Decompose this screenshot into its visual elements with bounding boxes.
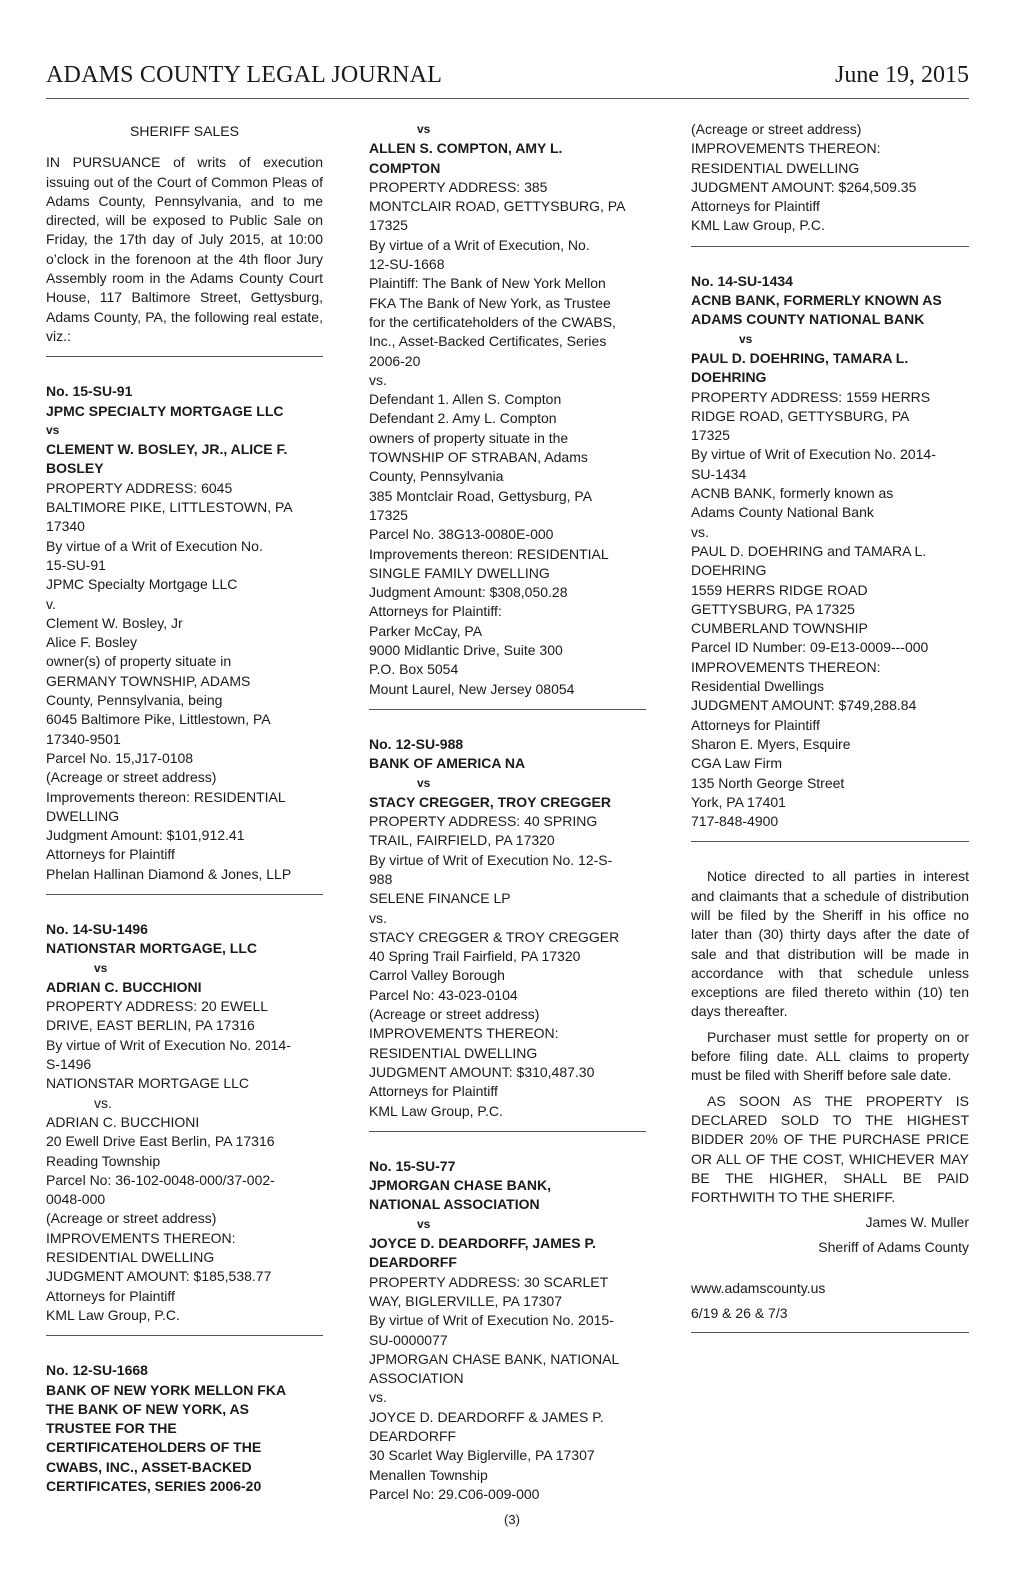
text-line: for the certificateholders of the CWABS,: [369, 313, 616, 330]
text-line: 717-848-4900: [691, 813, 779, 830]
plaintiff-name: ADAMS COUNTY NATIONAL BANK: [691, 311, 925, 328]
text-line: 1559 HERRS RIDGE ROAD: [691, 581, 868, 598]
text-line: STACY CREGGER & TROY CREGGER: [369, 928, 620, 945]
case-number: No. 12-SU-1668: [46, 1362, 148, 1379]
text-line: Improvements thereon: RESIDENTIAL: [369, 545, 609, 562]
section-heading: SHERIFF SALES: [130, 123, 239, 139]
text-line: 135 North George Street: [691, 774, 845, 791]
text-line: SELENE FINANCE LP: [369, 890, 511, 907]
text-line: JUDGMENT AMOUNT: $749,288.84: [691, 697, 917, 714]
column-3: [691, 120, 969, 1358]
text-line: 2006-20: [369, 352, 421, 369]
text-line: DOEHRING: [691, 562, 767, 579]
text-line: Attorneys for Plaintiff: [46, 1287, 175, 1304]
defendant-name: DEARDORFF: [369, 1254, 457, 1271]
text-line: County, Pennsylvania: [369, 468, 504, 485]
text-line: ACNB BANK, formerly known as: [691, 485, 894, 502]
text-line: DRIVE, EAST BERLIN, PA 17316: [46, 1017, 255, 1034]
text-line: CUMBERLAND TOWNSHIP: [691, 620, 868, 637]
plaintiff-name: THE BANK OF NEW YORK, AS: [46, 1400, 250, 1417]
text-line: DEARDORFF: [369, 1428, 457, 1444]
text-line: 385 Montclair Road, Gettysburg, PA: [369, 487, 593, 504]
text-line: Mount Laurel, New Jersey 08054: [369, 680, 575, 697]
text-line: owner(s) of property situate in: [46, 653, 232, 670]
text-line: Defendant 1. Allen S. Compton: [369, 391, 562, 408]
text-line: vs.: [369, 909, 387, 926]
divider: [46, 356, 323, 357]
vs-label: vs: [417, 775, 431, 790]
text-line: (Acreage or street address): [46, 1210, 217, 1227]
case-15-su-77: [369, 1157, 646, 1504]
notice-paragraph: AS SOON AS THE PROPERTY IS DECLARED SOLD TO THE HIGHEST BIDDER 20% OF THE PURCHASE PRICE OR ALL OF THE COST, WHICHEVER MAY BE THE HIGHER, SHALL BE PAID FORTHWITH TO THE SHERIFF.: [691, 1092, 969, 1206]
text-line: BALTIMORE PIKE, LITTLESTOWN, PA: [46, 499, 293, 516]
text-line: SU-0000077: [369, 1331, 448, 1348]
case-number: No. 12-SU-988: [369, 735, 464, 752]
case-14-su-1434: [691, 272, 969, 832]
text-line: IMPROVEMENTS THEREON:: [46, 1229, 236, 1246]
text-line: TOWNSHIP OF STRABAN, Adams: [369, 449, 588, 466]
divider: [691, 1332, 969, 1333]
text-line: Parcel No. 15,J17-0108: [46, 749, 194, 766]
defendant-name: BOSLEY: [46, 460, 104, 477]
plaintiff-name: NATIONSTAR MORTGAGE, LLC: [46, 940, 258, 957]
text-line: York, PA 17401: [691, 793, 786, 810]
text-line: 17340: [46, 518, 85, 535]
plaintiff-name: CWABS, INC., ASSET-BACKED: [46, 1458, 252, 1475]
text-line: 17325: [369, 217, 408, 234]
publication-dates: 6/19 & 26 & 7/3: [691, 1305, 788, 1322]
case-number: No. 15-SU-91: [46, 383, 133, 400]
text-line: Alice F. Bosley: [46, 634, 138, 651]
text-line: JOYCE D. DEARDORFF & JAMES P.: [369, 1408, 604, 1425]
text-line: Attorneys for Plaintiff: [46, 846, 175, 863]
notice-paragraph: Purchaser must settle for property on or before filing date. ALL claims to property must be filed with Sheriff before sale date.: [691, 1028, 969, 1084]
defendant-name: ADRIAN C. BUCCHIONI: [46, 978, 202, 995]
text-line: CGA Law Firm: [691, 755, 783, 772]
text-line: Residential Dwellings: [691, 678, 825, 695]
defendant-name: PAUL D. DOEHRING, TAMARA L.: [691, 349, 909, 366]
vs-label: vs: [417, 122, 431, 136]
text-line: PROPERTY ADDRESS: 385: [369, 178, 548, 195]
text-line: 17340-9501: [46, 730, 121, 747]
defendant-name: STACY CREGGER, TROY CREGGER: [369, 793, 611, 810]
text-line: By virtue of Writ of Execution No. 2015-: [369, 1312, 614, 1329]
notice-paragraph: Notice directed to all parties in interest and claimants that a schedule of distribution will be filed by the Sheriff in his office no later than (30) thirty days after the date of sale and that distribution will be made in accordance with that schedule unless exceptions are filed thereto within (10) ten days thereafter.: [691, 868, 969, 1020]
signer-title: Sheriff of Adams County: [818, 1238, 969, 1255]
text-line: Parcel ID Number: 09-E13-0009---000: [691, 639, 929, 656]
text-line: By virtue of a Writ of Execution, No.: [369, 236, 590, 253]
defendant-name: ALLEN S. COMPTON, AMY L.: [369, 140, 563, 157]
vs-label: vs: [94, 960, 108, 975]
text-line: By virtue of Writ of Execution No. 2014-: [691, 446, 936, 463]
text-line: KML Law Group, P.C.: [369, 1102, 503, 1119]
text-line: 15-SU-91: [46, 556, 106, 573]
text-line: SINGLE FAMILY DWELLING: [369, 564, 550, 581]
text-line: Reading Township: [46, 1152, 161, 1169]
text-line: SU-1434: [691, 465, 747, 482]
text-line: 9000 Midlantic Drive, Suite 300: [369, 642, 563, 659]
text-line: PAUL D. DOEHRING and TAMARA L.: [691, 542, 927, 559]
column-1: [46, 120, 323, 1496]
divider: [369, 1131, 646, 1132]
defendant-name: JOYCE D. DEARDORFF, JAMES P.: [369, 1235, 596, 1252]
text-line: Parcel No: 29.C06-009-000: [369, 1485, 540, 1502]
text-line: County, Pennsylvania, being: [46, 692, 223, 709]
defendant-name: DOEHRING: [691, 369, 767, 386]
divider: [691, 841, 969, 842]
vs-label: vs: [417, 1216, 431, 1231]
text-line: ASSOCIATION: [369, 1370, 464, 1387]
page-header: [46, 58, 969, 99]
case-12-su-988: [369, 735, 646, 1121]
text-line: By virtue of Writ of Execution No. 2014-: [46, 1036, 291, 1053]
plaintiff-name: NATIONAL ASSOCIATION: [369, 1196, 540, 1213]
text-line: Attorneys for Plaintiff:: [369, 603, 502, 620]
text-line: KML Law Group, P.C.: [46, 1306, 180, 1323]
text-line: vs.: [369, 1389, 387, 1406]
text-line: Inc., Asset-Backed Certificates, Series: [369, 333, 607, 350]
vs-label: vs: [739, 331, 753, 346]
website-link[interactable]: www.adamscounty.us: [691, 1280, 826, 1297]
text-line: By virtue of Writ of Execution No. 12-S-: [369, 851, 613, 868]
text-line: vs.: [94, 1094, 112, 1111]
text-line: Attorneys for Plaintiff: [691, 198, 820, 215]
plaintiff-name: JPMC SPECIALTY MORTGAGE LLC: [46, 402, 284, 419]
text-line: vs.: [691, 523, 709, 540]
plaintiff-name: CERTIFICATES, SERIES 2006-20: [46, 1478, 262, 1494]
plaintiff-name: JPMORGAN CHASE BANK,: [369, 1177, 552, 1194]
text-line: JPMORGAN CHASE BANK, NATIONAL: [369, 1350, 620, 1367]
text-line: KML Law Group, P.C.: [691, 217, 825, 234]
text-line: Attorneys for Plaintiff: [691, 716, 820, 733]
text-line: JUDGMENT AMOUNT: $264,509.35: [691, 178, 917, 195]
case-number: No. 15-SU-77: [369, 1157, 456, 1174]
text-line: 17325: [369, 506, 408, 523]
text-line: JPMC Specialty Mortgage LLC: [46, 576, 238, 593]
text-line: Judgment Amount: $308,050.28: [369, 584, 568, 601]
text-line: RIDGE ROAD, GETTYSBURG, PA: [691, 407, 910, 424]
text-line: WAY, BIGLERVILLE, PA 17307: [369, 1292, 563, 1309]
text-line: Adams County National Bank: [691, 504, 874, 521]
intro-paragraph: IN PURSUANCE of writs of execution issuing out of the Court of Common Pleas of Adams County, Pennsylvania, and to me directed, will be exposed to Public Sale on Friday, the 17th day of July 2015, at 10:00 o’clock in the forenoon at the 4th floor Jury Assembly room in the Adams County Court House, 117 Baltimore Street, Gettysburg, Adams County, PA, the following real estate, viz.:: [46, 154, 323, 344]
text-line: (Acreage or street address): [369, 1006, 540, 1023]
case-15-su-91: [46, 382, 323, 884]
plaintiff-name: BANK OF AMERICA NA: [369, 755, 526, 772]
text-line: TRAIL, FAIRFIELD, PA 17320: [369, 832, 555, 849]
text-line: JUDGMENT AMOUNT: $185,538.77: [46, 1268, 272, 1285]
text-line: PROPERTY ADDRESS: 40 SPRING: [369, 813, 598, 830]
vs-label: vs: [46, 422, 60, 437]
text-line: PROPERTY ADDRESS: 1559 HERRS: [691, 388, 931, 405]
text-line: NATIONSTAR MORTGAGE LLC: [46, 1075, 250, 1092]
text-line: Defendant 2. Amy L. Compton: [369, 410, 557, 427]
text-line: RESIDENTIAL DWELLING: [369, 1044, 538, 1061]
text-line: 20 Ewell Drive East Berlin, PA 17316: [46, 1133, 275, 1150]
text-line: 17325: [691, 427, 730, 444]
text-line: MONTCLAIR ROAD, GETTYSBURG, PA: [369, 198, 626, 215]
text-line: 12-SU-1668: [369, 256, 445, 273]
text-line: (Acreage or street address): [691, 121, 862, 137]
text-line: Phelan Hallinan Diamond & Jones, LLP: [46, 865, 292, 882]
text-line: Parker McCay, PA: [369, 622, 483, 639]
text-line: PROPERTY ADDRESS: 6045: [46, 479, 233, 496]
text-line: By virtue of a Writ of Execution No.: [46, 537, 263, 554]
text-line: 6045 Baltimore Pike, Littlestown, PA: [46, 711, 271, 728]
case-14-su-1496: [46, 920, 323, 1325]
text-line: 0048-000: [46, 1191, 106, 1208]
text-line: PROPERTY ADDRESS: 20 EWELL: [46, 998, 269, 1015]
case-15-su-77-continued: [691, 120, 969, 236]
text-line: RESIDENTIAL DWELLING: [46, 1249, 215, 1266]
text-line: Menallen Township: [369, 1466, 488, 1483]
text-line: IMPROVEMENTS THEREON:: [691, 658, 881, 675]
text-line: 30 Scarlet Way Biglerville, PA 17307: [369, 1447, 595, 1464]
text-line: (Acreage or street address): [46, 769, 217, 786]
text-line: v.: [46, 595, 56, 612]
text-line: FKA The Bank of New York, as Trustee: [369, 294, 611, 311]
defendant-name: CLEMENT W. BOSLEY, JR., ALICE F.: [46, 441, 288, 458]
signer-name: James W. Muller: [865, 1214, 969, 1231]
text-line: owners of property situate in the: [369, 429, 569, 446]
plaintiff-name: ACNB BANK, FORMERLY KNOWN AS: [691, 292, 942, 309]
plaintiff-name: CERTIFICATEHOLDERS OF THE: [46, 1439, 262, 1456]
text-line: Plaintiff: The Bank of New York Mellon: [369, 275, 606, 292]
text-line: Improvements thereon: RESIDENTIAL: [46, 788, 286, 805]
text-line: Carrol Valley Borough: [369, 967, 505, 984]
case-12-su-1668: [46, 1361, 323, 1496]
defendant-name: COMPTON: [369, 159, 441, 176]
text-line: Parcel No. 38G13-0080E-000: [369, 526, 554, 543]
case-number: No. 14-SU-1434: [691, 272, 793, 289]
divider: [691, 246, 969, 247]
text-line: Sharon E. Myers, Esquire: [691, 735, 851, 752]
text-line: ADRIAN C. BUCCHIONI: [46, 1113, 200, 1130]
page-number: (3): [504, 1512, 520, 1527]
text-line: Judgment Amount: $101,912.41: [46, 827, 245, 844]
divider: [46, 1335, 323, 1336]
text-line: Attorneys for Plaintiff: [369, 1083, 498, 1100]
text-line: GETTYSBURG, PA 17325: [691, 600, 855, 617]
text-line: DWELLING: [46, 807, 120, 824]
text-line: GERMANY TOWNSHIP, ADAMS: [46, 672, 251, 689]
issue-date: June 19, 2015: [835, 62, 969, 88]
text-line: Parcel No: 36-102-0048-000/37-002-: [46, 1171, 275, 1188]
text-line: JUDGMENT AMOUNT: $310,487.30: [369, 1063, 595, 1080]
text-line: Clement W. Bosley, Jr: [46, 614, 183, 631]
case-number: No. 14-SU-1496: [46, 920, 148, 937]
case-12-su-1668-continued: [369, 120, 646, 699]
divider: [46, 894, 323, 895]
text-line: IMPROVEMENTS THEREON:: [691, 140, 881, 157]
column-2: [369, 120, 646, 1504]
text-line: 40 Spring Trail Fairfield, PA 17320: [369, 948, 581, 965]
text-line: P.O. Box 5054: [369, 661, 459, 678]
text-line: PROPERTY ADDRESS: 30 SCARLET: [369, 1273, 609, 1290]
plaintiff-name: TRUSTEE FOR THE: [46, 1420, 177, 1437]
journal-title: ADAMS COUNTY LEGAL JOURNAL: [46, 62, 443, 88]
text-line: Parcel No: 43-023-0104: [369, 986, 518, 1003]
text-line: RESIDENTIAL DWELLING: [691, 159, 860, 176]
text-line: 988: [369, 870, 393, 887]
text-line: S-1496: [46, 1056, 92, 1073]
text-line: vs.: [369, 371, 387, 388]
distribution-notice: [691, 867, 969, 1323]
divider: [369, 709, 646, 710]
plaintiff-name: BANK OF NEW YORK MELLON FKA: [46, 1381, 287, 1398]
text-line: IMPROVEMENTS THEREON:: [369, 1025, 559, 1042]
